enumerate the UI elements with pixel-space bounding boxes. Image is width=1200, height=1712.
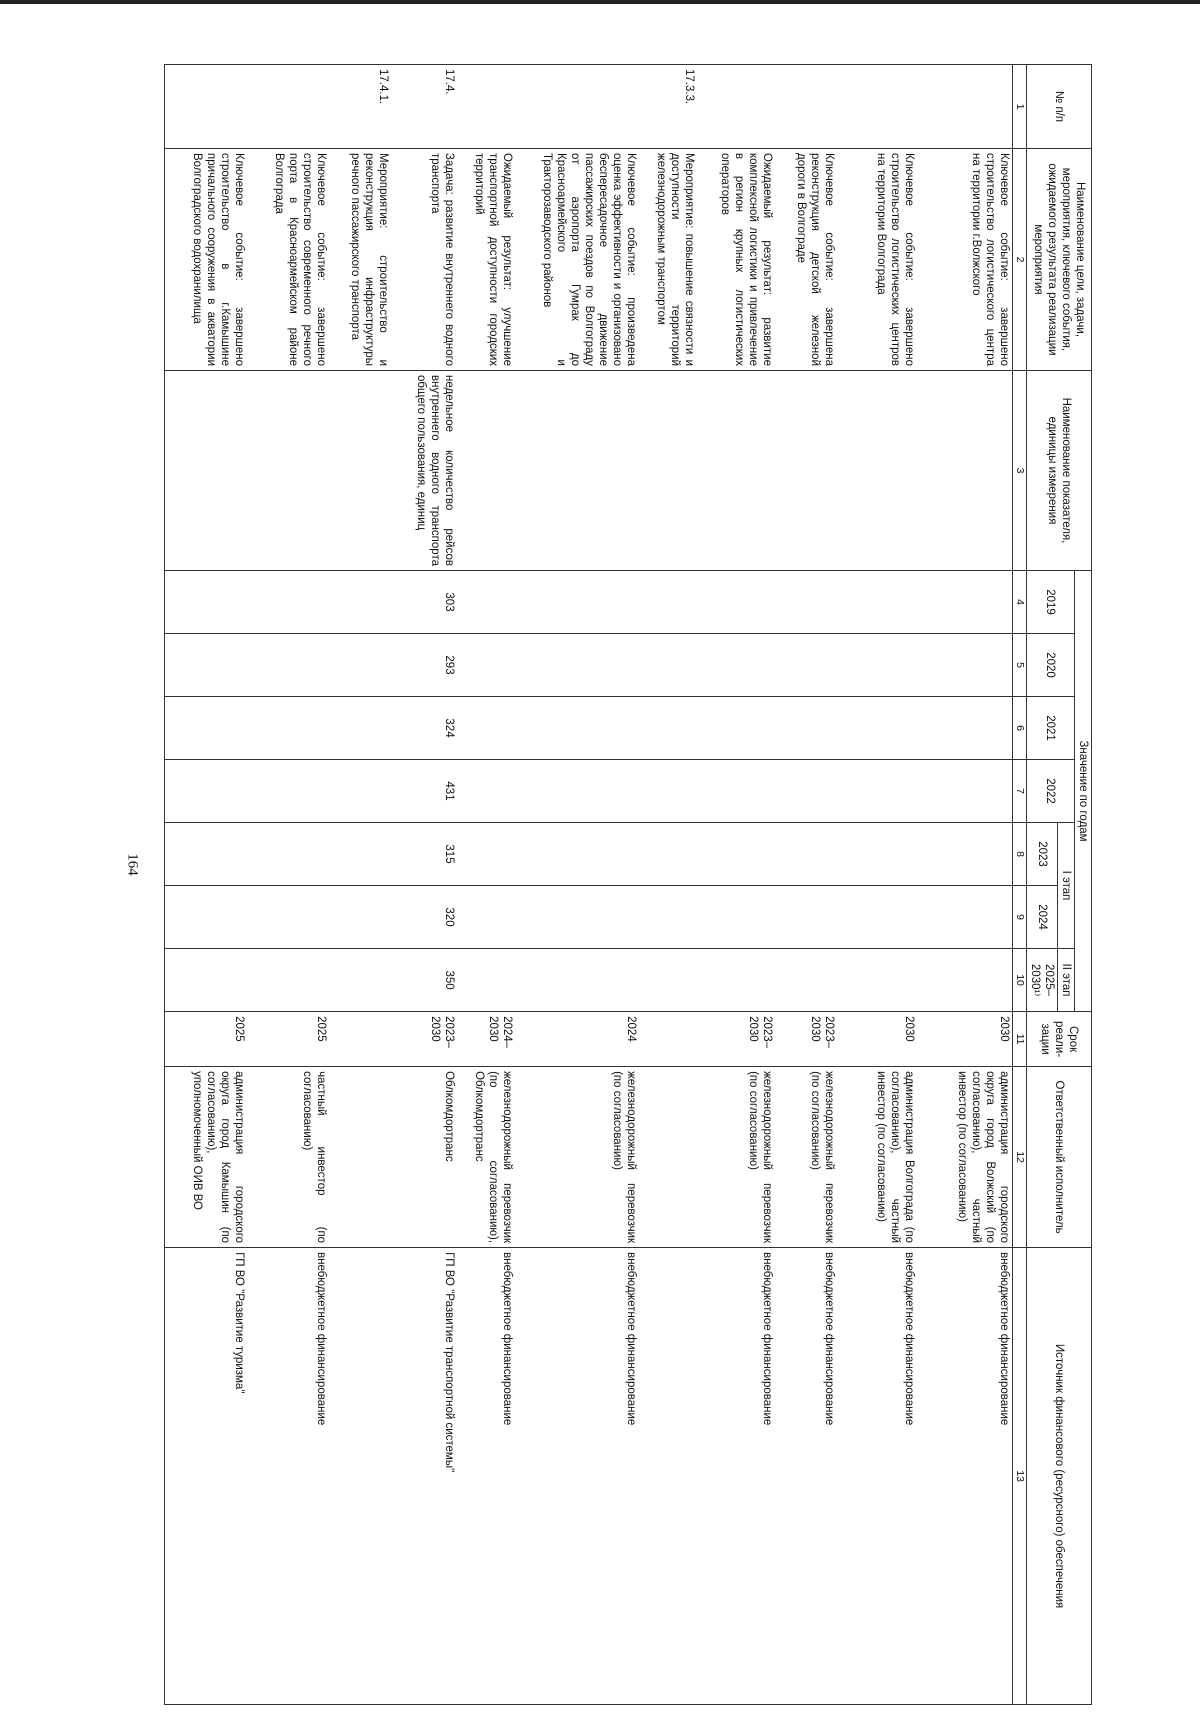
row-value-2022	[917, 760, 1013, 823]
row-value-2023	[917, 823, 1013, 886]
row-value-2019	[165, 571, 247, 634]
row-executor: железнодорожный перевозчик (по согласованию), Облкомдортранс	[457, 1067, 515, 1248]
row-executor: частный инвестор (по согласованию)	[247, 1067, 329, 1248]
row-source: внебюджетное финансирование	[515, 1248, 639, 1705]
row-executor: железнодорожный перевозчик (по согласованию)	[775, 1067, 837, 1248]
row-value-2023: 315	[391, 823, 457, 886]
header-term: Срок реали-зации	[1026, 1012, 1091, 1067]
row-value-2021	[165, 697, 247, 760]
row-value-2020	[697, 634, 775, 697]
row-indicator	[639, 371, 697, 571]
col-number-12: 12	[1013, 1067, 1027, 1248]
col-number-1: 1	[1013, 65, 1027, 149]
table-row	[837, 65, 917, 1705]
row-value-2023	[639, 823, 697, 886]
row-value-2020	[639, 634, 697, 697]
row-name: Ключевое событие: произведена оценка эффективности и организовано беспересадочное движение пассажирских поездов по Волгограду от аэропорта Гумрак до Красноармейского и Тракторозаводского районов	[515, 149, 639, 371]
row-indicator	[457, 371, 515, 571]
row-value-2019	[775, 571, 837, 634]
row-indicator	[837, 371, 917, 571]
row-term: 2025	[165, 1012, 247, 1067]
col-number-2: 2	[1013, 149, 1027, 371]
header-stage-1: I этап	[1057, 823, 1074, 949]
row-term: 2023–2030	[697, 1012, 775, 1067]
row-value-2020	[837, 634, 917, 697]
row-value-2019	[917, 571, 1013, 634]
header-year-2025-2030: 2025–2030¹⁾	[1026, 949, 1057, 1012]
row-value-2020	[775, 634, 837, 697]
row-indicator	[247, 371, 329, 571]
table-header	[1013, 65, 1092, 1705]
row-value-2019	[697, 571, 775, 634]
table-row	[775, 65, 837, 1705]
row-value-2024	[775, 886, 837, 949]
row-value-2019	[247, 571, 329, 634]
row-value-2024	[697, 886, 775, 949]
row-name: Ключевое событие: завершено строительство современного речного порта в Красноармейском районе Волгограда	[247, 149, 329, 371]
row-name: Мероприятие: строительство и реконструкция инфраструктуры речного пассажирского транспорта	[329, 149, 391, 371]
row-num: 17.3.3.	[639, 65, 697, 149]
row-value-2019	[515, 571, 639, 634]
header-name: Наименование цели, задачи, мероприятия, ключевого события, ожидаемого результата реализации мероприятия	[1026, 149, 1091, 371]
row-value-2020	[165, 634, 247, 697]
row-executor: администрация Волгограда (по согласованию), частный инвестор (по согласованию)	[837, 1067, 917, 1248]
row-value-2021	[775, 697, 837, 760]
row-executor: администрация городского округа город Камышин (по согласованию), уполномоченный ОИВ ВО	[165, 1067, 247, 1248]
row-value-2025-2030: 350	[391, 949, 457, 1012]
row-value-2020	[917, 634, 1013, 697]
row-indicator	[775, 371, 837, 571]
row-value-2022	[639, 760, 697, 823]
header-indicator: Наименование показателя, единицы измерения	[1026, 371, 1091, 571]
row-term: 2024	[515, 1012, 639, 1067]
row-num	[515, 65, 639, 149]
row-value-2022	[837, 760, 917, 823]
row-value-2020	[247, 634, 329, 697]
table-row	[515, 65, 639, 1705]
row-value-2025-2030	[775, 949, 837, 1012]
row-value-2021	[697, 697, 775, 760]
row-name: Ключевое событие: завершено строительство логистических центров на территории Волгограда	[837, 149, 917, 371]
col-number-13: 13	[1013, 1248, 1027, 1705]
col-number-11: 11	[1013, 1012, 1027, 1067]
row-value-2020	[515, 634, 639, 697]
row-indicator: недельное количество рейсов внутреннего водного транспорта общего пользования, единиц	[391, 371, 457, 571]
page-number: 164	[124, 853, 141, 876]
row-value-2025-2030	[457, 949, 515, 1012]
row-value-2023	[329, 823, 391, 886]
row-value-2020	[457, 634, 515, 697]
header-year-2024: 2024	[1026, 886, 1057, 949]
row-indicator	[697, 371, 775, 571]
row-value-2019	[837, 571, 917, 634]
row-name: Ожидаемый результат: улучшение транспортной доступности городских территорий	[457, 149, 515, 371]
row-executor	[329, 1067, 391, 1248]
row-name: Ключевое событие: завершена реконструкция детской железной дороги в Волгограде	[775, 149, 837, 371]
header-year-2023: 2023	[1026, 823, 1057, 886]
row-value-2024	[639, 886, 697, 949]
row-num	[837, 65, 917, 149]
col-number-5: 5	[1013, 634, 1027, 697]
row-name: Ключевое событие: завершено строительство в г.Камышине причального сооружения в акватории Волгоградского водохранилища	[165, 149, 247, 371]
row-num	[697, 65, 775, 149]
row-value-2019	[457, 571, 515, 634]
row-executor	[639, 1067, 697, 1248]
row-indicator	[165, 371, 247, 571]
row-value-2024: 320	[391, 886, 457, 949]
row-value-2021	[457, 697, 515, 760]
row-value-2022	[457, 760, 515, 823]
row-term: 2023–2030	[391, 1012, 457, 1067]
table-row	[639, 65, 697, 1705]
row-value-2023	[837, 823, 917, 886]
row-value-2021	[329, 697, 391, 760]
header-executor: Ответственный исполнитель	[1026, 1067, 1091, 1248]
row-name: Мероприятие: повышение связности и доступности территорий железнодорожным транспортом	[639, 149, 697, 371]
row-name: Задача: развитие внутреннего водного транспорта	[391, 149, 457, 371]
header-values: Значение по годам	[1074, 571, 1091, 1012]
header-year-2022: 2022	[1026, 760, 1074, 823]
table-row	[165, 65, 247, 1705]
row-value-2025-2030	[639, 949, 697, 1012]
header-num: № п/п	[1026, 65, 1091, 149]
col-number-3: 3	[1013, 371, 1027, 571]
row-term: 2025	[247, 1012, 329, 1067]
row-num	[917, 65, 1013, 149]
table-body	[165, 65, 1013, 1705]
row-num: 17.4.1.	[329, 65, 391, 149]
row-value-2022	[247, 760, 329, 823]
row-value-2023	[247, 823, 329, 886]
row-value-2022	[697, 760, 775, 823]
rotated-page-content	[132, 64, 1092, 1704]
row-value-2022	[515, 760, 639, 823]
row-value-2023	[697, 823, 775, 886]
row-value-2022	[165, 760, 247, 823]
row-value-2021	[515, 697, 639, 760]
header-year-2021: 2021	[1026, 697, 1074, 760]
row-indicator	[917, 371, 1013, 571]
row-executor: железнодорожный перевозчик (по согласованию)	[697, 1067, 775, 1248]
row-value-2025-2030	[837, 949, 917, 1012]
col-number-6: 6	[1013, 697, 1027, 760]
row-source	[329, 1248, 391, 1705]
row-value-2025-2030	[247, 949, 329, 1012]
row-num	[775, 65, 837, 149]
row-value-2024	[837, 886, 917, 949]
row-value-2025-2030	[697, 949, 775, 1012]
row-value-2022	[329, 760, 391, 823]
header-year-2019: 2019	[1026, 571, 1074, 634]
row-term: 2030	[917, 1012, 1013, 1067]
row-executor: Облкомдортранс	[391, 1067, 457, 1248]
row-term: 2030	[837, 1012, 917, 1067]
row-source: внебюджетное финансирование	[837, 1248, 917, 1705]
row-value-2025-2030	[917, 949, 1013, 1012]
row-num	[247, 65, 329, 149]
top-border-line	[0, 0, 1200, 4]
row-value-2024	[515, 886, 639, 949]
header-source: Источник финансового (ресурсного) обеспечения	[1026, 1248, 1091, 1705]
row-value-2023	[515, 823, 639, 886]
row-value-2022	[775, 760, 837, 823]
table-row	[917, 65, 1013, 1705]
row-value-2021	[837, 697, 917, 760]
row-value-2020	[329, 634, 391, 697]
row-num: 17.4.	[391, 65, 457, 149]
header-stage-2: II этап	[1057, 949, 1074, 1012]
row-value-2020: 293	[391, 634, 457, 697]
row-value-2025-2030	[515, 949, 639, 1012]
row-source: ГП ВО "Развитие транспортной системы"	[391, 1248, 457, 1705]
row-value-2025-2030	[329, 949, 391, 1012]
row-source: внебюджетное финансирование	[247, 1248, 329, 1705]
table-row	[457, 65, 515, 1705]
col-number-9: 9	[1013, 886, 1027, 949]
row-source: внебюджетное финансирование	[775, 1248, 837, 1705]
table-row	[329, 65, 391, 1705]
row-term	[639, 1012, 697, 1067]
row-value-2023	[165, 823, 247, 886]
row-value-2024	[457, 886, 515, 949]
table-row	[247, 65, 329, 1705]
row-value-2023	[775, 823, 837, 886]
row-source: внебюджетное финансирование	[697, 1248, 775, 1705]
row-value-2019	[329, 571, 391, 634]
row-term: 2023–2030	[775, 1012, 837, 1067]
row-value-2021	[247, 697, 329, 760]
row-value-2024	[247, 886, 329, 949]
row-value-2022: 431	[391, 760, 457, 823]
row-indicator	[515, 371, 639, 571]
row-value-2021	[639, 697, 697, 760]
row-source: внебюджетное финансирование	[457, 1248, 515, 1705]
row-executor: администрация городского округа город Волжский (по согласованию), частный инвестор (по согласованию)	[917, 1067, 1013, 1248]
col-number-8: 8	[1013, 823, 1027, 886]
table-row	[391, 65, 457, 1705]
row-term	[329, 1012, 391, 1067]
row-value-2024	[917, 886, 1013, 949]
row-value-2023	[457, 823, 515, 886]
plan-table	[164, 64, 1092, 1705]
row-num	[165, 65, 247, 149]
row-source: внебюджетное финансирование	[917, 1248, 1013, 1705]
row-executor: железнодорожный перевозчик (по согласованию)	[515, 1067, 639, 1248]
row-source	[639, 1248, 697, 1705]
row-value-2019	[639, 571, 697, 634]
row-value-2019: 303	[391, 571, 457, 634]
col-number-10: 10	[1013, 949, 1027, 1012]
row-value-2025-2030	[165, 949, 247, 1012]
row-indicator	[329, 371, 391, 571]
table-row	[697, 65, 775, 1705]
row-name: Ожидаемый результат: развитие комплексной логистики и привлечение в регион крупных логистических операторов	[697, 149, 775, 371]
row-value-2024	[329, 886, 391, 949]
row-num	[457, 65, 515, 149]
row-source: ГП ВО "Развитие туризма"	[165, 1248, 247, 1705]
col-number-4: 4	[1013, 571, 1027, 634]
row-value-2024	[165, 886, 247, 949]
row-name: Ключевое событие: завершено строительство логистического центра на территории г.Волжского	[917, 149, 1013, 371]
col-number-7: 7	[1013, 760, 1027, 823]
row-value-2021	[917, 697, 1013, 760]
row-value-2021: 324	[391, 697, 457, 760]
header-year-2020: 2020	[1026, 634, 1074, 697]
row-term: 2024–2030	[457, 1012, 515, 1067]
